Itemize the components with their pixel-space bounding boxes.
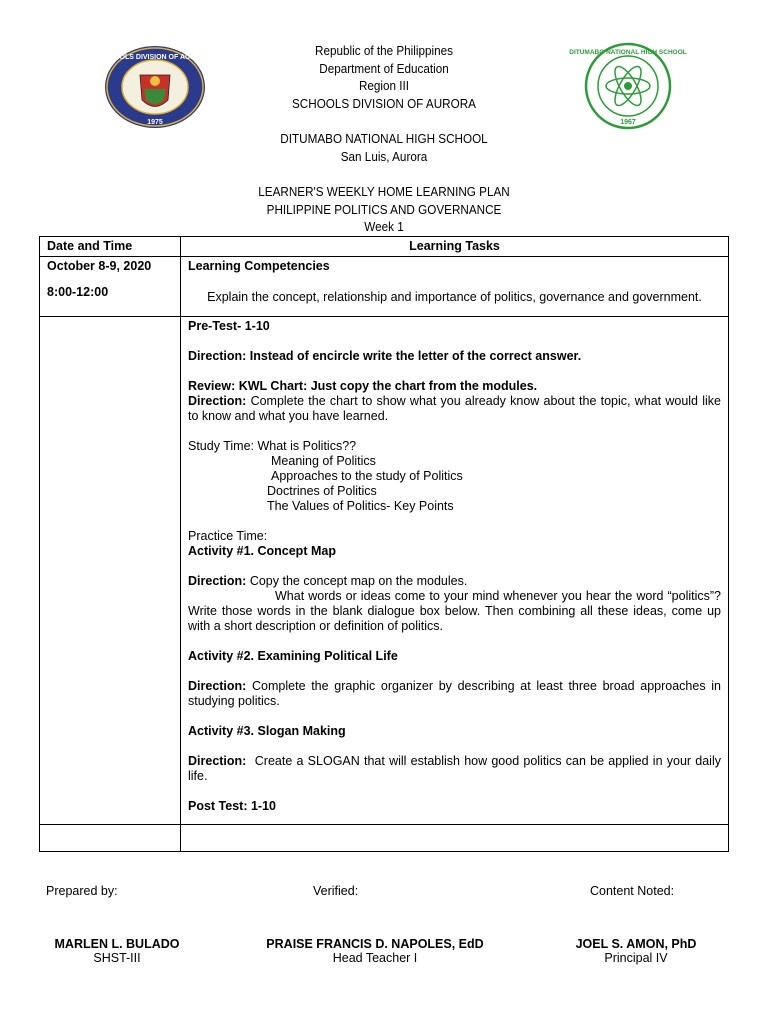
header-republic: Republic of the Philippines — [315, 43, 453, 58]
col-header-date: Date and Time — [40, 237, 181, 257]
prepared-signatory — [40, 937, 194, 965]
posttest-label: Post Test: 1-10 — [188, 799, 276, 813]
competency-text: Explain the concept, relationship and importance of politics, governance and government. — [207, 290, 702, 304]
activity2-direction: Direction: Complete the graphic organizer by describing at least three broad approaches in studying politics. — [188, 679, 721, 708]
header-location: San Luis, Aurora — [340, 148, 428, 164]
competencies-label: Learning Competencies — [188, 259, 330, 273]
seal-year: 1975 — [147, 119, 163, 126]
document-header — [0, 42, 768, 236]
pretest-direction: Direction: Instead of encircle write the letter of the correct answer. — [188, 349, 582, 363]
plan-title: LEARNER'S WEEKLY HOME LEARNING PLAN — [258, 184, 510, 199]
time-value: 8:00-12:00 — [47, 285, 109, 299]
prepared-title: SHST-III — [93, 951, 141, 965]
tasks-cell — [181, 317, 729, 825]
noted-name: JOEL S. AMON, PhD — [575, 937, 697, 951]
study-time: Study Time: What is Politics?? — [188, 439, 357, 453]
verified-signatory — [240, 937, 510, 965]
subject-title: PHILIPPINE POLITICS AND GOVERNANCE — [266, 201, 502, 217]
date-value: October 8-9, 2020 — [47, 259, 152, 273]
noted-signatory — [556, 937, 716, 965]
verified-title: Head Teacher I — [332, 951, 418, 965]
noted-title: Principal IV — [604, 951, 668, 965]
study-item: Meaning of Politics — [271, 454, 376, 468]
activity3-title: Activity #3. Slogan Making — [188, 724, 346, 738]
pretest-label: Pre-Test- 1-10 — [188, 319, 270, 333]
activity3-direction: Direction: Create a SLOGAN that will establish how good politics can be applied in your daily life. — [188, 754, 721, 783]
activity1-direction-detail: What words or ideas come to your mind whenever you hear the word “politics”? Write those words in the blank dialogue box below. Then combining all these ideas, come up with a short description or definition of politics. — [188, 589, 721, 633]
table-header-row — [40, 237, 729, 257]
prepared-name: MARLEN L. BULADO — [54, 937, 180, 951]
verified-name: PRAISE FRANCIS D. NAPOLES, EdD — [266, 937, 484, 951]
header-school: DITUMABO NATIONAL HIGH SCHOOL — [280, 131, 488, 146]
practice-time: Practice Time: — [188, 529, 268, 543]
review-label: Review: KWL Chart: Just copy the chart from the modules. — [188, 379, 538, 393]
date-cell — [40, 257, 181, 317]
table-row — [40, 825, 729, 852]
header-department: Department of Education — [319, 60, 449, 76]
seal-text: DITUMABO NATIONAL HIGH SCHOOL — [569, 49, 687, 56]
noted-label: Content Noted: — [590, 884, 675, 898]
competencies-cell — [181, 257, 729, 317]
study-item: Approaches to the study of Politics — [271, 469, 463, 483]
header-region: Region III — [358, 78, 410, 93]
seal-text-top: SCHOOLS DIVISION OF AURORA — [99, 54, 211, 61]
table-row — [40, 257, 729, 317]
header-division: SCHOOLS DIVISION OF AURORA — [292, 95, 476, 111]
activity1-title: Activity #1. Concept Map — [188, 544, 336, 558]
study-item: Doctrines of Politics — [267, 484, 377, 498]
review-direction: Direction: Complete the chart to show what you already know about the topic, what would like to know and what you have learned. — [188, 394, 721, 423]
activity2-title: Activity #2. Examining Political Life — [188, 649, 398, 663]
learning-plan-table — [39, 236, 729, 852]
prepared-label: Prepared by: — [46, 884, 118, 898]
study-item: The Values of Politics- Key Points — [267, 499, 454, 513]
table-row — [40, 317, 729, 825]
seal-year-right: 1967 — [620, 119, 636, 126]
week-label: Week 1 — [364, 219, 404, 234]
activity1-direction: Direction: Copy the concept map on the modules. — [188, 574, 468, 588]
verified-label: Verified: — [313, 884, 359, 898]
col-header-tasks: Learning Tasks — [181, 237, 729, 257]
